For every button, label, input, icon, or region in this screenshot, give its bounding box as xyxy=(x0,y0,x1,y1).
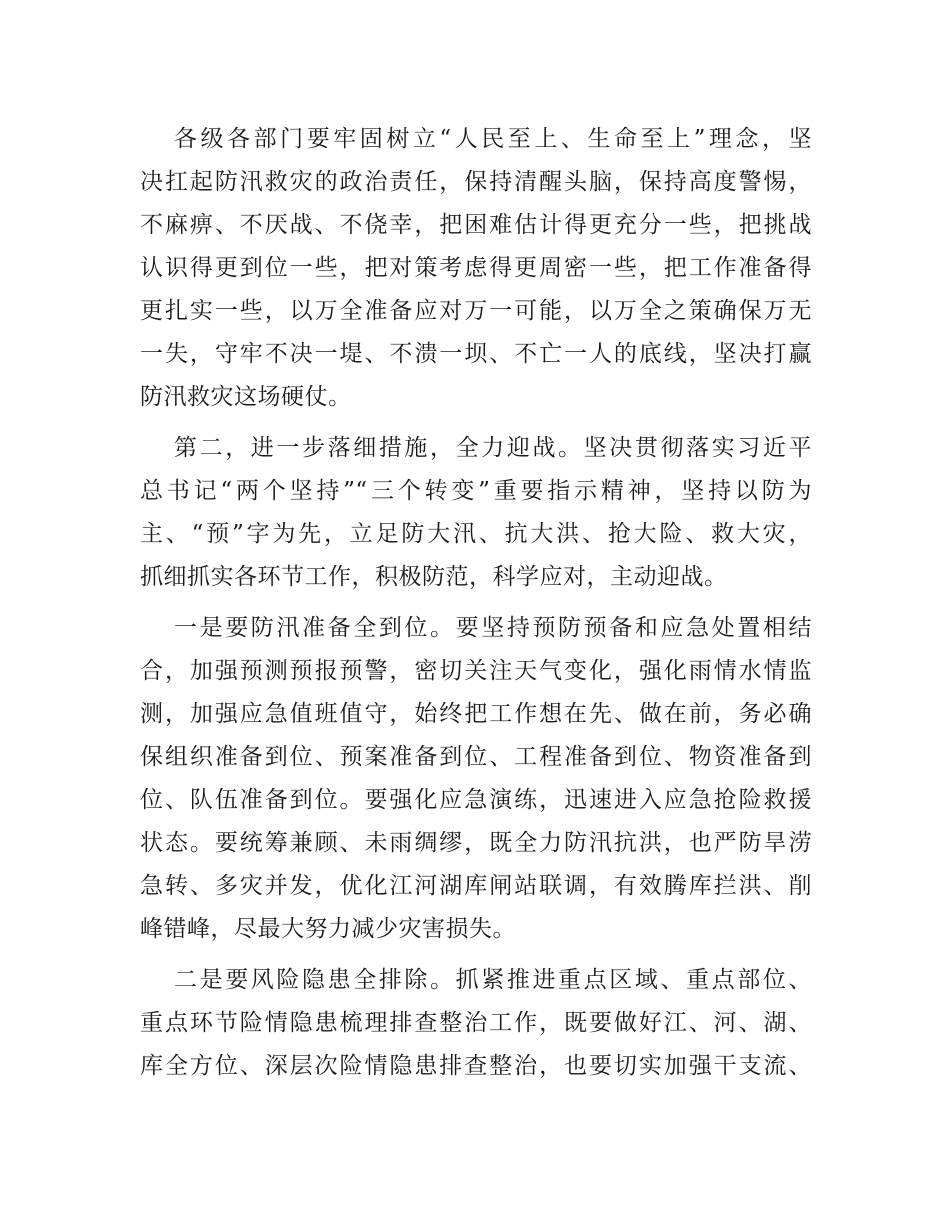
paragraph-line: 认识得更到位一些，把对策考虑得更周密一些，把工作准备得 xyxy=(140,255,812,281)
paragraph-line: 不麻痹、不厌战、不侥幸，把困难估计得更充分一些，把挑战 xyxy=(140,212,812,238)
paragraph-line: 状态。要统筹兼顾、未雨绸缪，既全力防汛抗洪，也严防旱涝 xyxy=(140,830,812,856)
paragraph-line: 各级各部门要牢固树立“人民至上、生命至上”理念，坚 xyxy=(174,126,812,152)
paragraph-line: 测，加强应急值班值守，始终把工作想在先、做在前，务必确 xyxy=(140,701,812,727)
paragraph-line: 主、“预”字为先，立足防大汛、抗大洪、抢大险、救大灾， xyxy=(140,521,812,547)
paragraph-3 xyxy=(140,607,812,951)
paragraph-line: 峰错峰，尽最大努力减少灾害损失。 xyxy=(140,916,516,942)
paragraph-line: 更扎实一些，以万全准备应对万一可能，以万全之策确保万无 xyxy=(140,298,812,324)
paragraph-line: 一是要防汛准备全到位。要坚持预防预备和应急处置相结 xyxy=(174,615,812,641)
paragraph-line: 合，加强预测预报预警，密切关注天气变化，强化雨情水情监 xyxy=(140,658,812,684)
paragraph-line: 二是要风险隐患全排除。抓紧推进重点区域、重点部位、 xyxy=(174,967,812,993)
paragraph-line: 抓细抓实各环节工作，积极防范，科学应对，主动迎战。 xyxy=(140,564,728,590)
paragraph-line: 库全方位、深层次险情隐患排查整治，也要切实加强干支流、 xyxy=(140,1053,812,1079)
paragraph-line: 重点环节险情隐患梳理排查整治工作，既要做好江、河、湖、 xyxy=(140,1010,812,1036)
paragraph-line: 一失，守牢不决一堤、不溃一坝、不亡一人的底线，坚决打赢 xyxy=(140,341,812,367)
paragraph-4 xyxy=(140,959,812,1088)
paragraph-line: 防汛救灾这场硬仗。 xyxy=(140,384,352,410)
paragraph-line: 保组织准备到位、预案准备到位、工程准备到位、物资准备到 xyxy=(140,744,812,770)
paragraph-2 xyxy=(140,427,812,599)
paragraph-line: 总书记“两个坚持”“三个转变”重要指示精神，坚持以防为 xyxy=(140,478,812,504)
paragraph-1 xyxy=(140,118,812,419)
paragraph-line: 急转、多灾并发，优化江河湖库闸站联调，有效腾库拦洪、削 xyxy=(140,873,812,899)
document-body xyxy=(140,118,812,1096)
paragraph-line: 位、队伍准备到位。要强化应急演练，迅速进入应急抢险救援 xyxy=(140,787,812,813)
paragraph-line: 决扛起防汛救灾的政治责任，保持清醒头脑，保持高度警惕， xyxy=(140,169,812,195)
paragraph-line: 第二，进一步落细措施，全力迎战。坚决贯彻落实习近平 xyxy=(174,435,812,461)
